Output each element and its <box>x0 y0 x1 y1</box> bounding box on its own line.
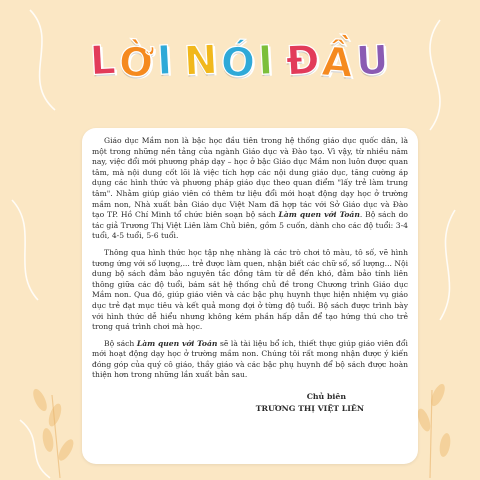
signature-role: Chủ biên <box>306 392 346 402</box>
title-letter: Ầ <box>320 38 356 88</box>
title-letter: Ờ <box>116 38 157 88</box>
title-letter: I <box>256 37 276 85</box>
paragraph-3: Bộ sách Làm quen với Toán sẽ là tài liệu bổ ích, thiết thực giúp giáo viên đổi mới hoạt động dạy học ở trường mầm non. Chúng tôi rất mong nhận được ý kiến đóng góp của quý cô giáo, thầy giáo và các bậc phụ huynh để bộ sách được hoàn thiện hơn trong những lần xuất bản sau. <box>92 338 408 380</box>
paragraph-1: Giáo dục Mầm non là bậc học đầu tiên trong hệ thống giáo dục quốc dân, là một trong những nền tảng của ngành Giáo dục và Đào tạo. Vì vậy, từ nhiều năm nay, việc đổi mới phương pháp dạy – học ở bậc Giáo dục Mầm non luôn được quan tâm, mà nội dung cốt lõi là việc tích hợp các nội dung giáo dục, tăng cường áp dụng các hình thức và phương pháp giáo dục theo quan điểm "lấy trẻ làm trung tâm". Nhằm giúp giáo viên có thêm tư liệu đổi mới hoạt động dạy học ở trường mầm non, Nhà xuất bản Giáo dục Việt Nam đã hợp tác với Sở Giáo dục và Đào tạo TP. Hồ Chí Minh tổ chức biên soạn bộ sách Làm quen với Toán. Bộ sách do tác giả Trương Thị Việt Liên làm Chủ biên, gồm 5 cuốn, dành cho các độ tuổi: 3-4 tuổi, 4-5 tuổi, 5-6 tuổi. <box>92 136 408 241</box>
title-letter: N <box>183 37 221 85</box>
title-letter: U <box>355 37 392 85</box>
title-letter <box>274 40 285 86</box>
title-letter: L <box>88 37 118 85</box>
title-letter: Ó <box>219 38 258 88</box>
title-letter: I <box>155 37 174 85</box>
signature-name: TRƯƠNG THỊ VIỆT LIÊN <box>255 404 364 414</box>
title-letter: Đ <box>284 37 322 85</box>
paragraph-2: Thông qua hình thức học tập nhẹ nhàng là các trò chơi tô màu, tô số, vẽ hình tương ứng với số lượng,... trẻ được làm quen, nhận biết các chữ số, số lượng... Nội dung bộ sách đảm bảo nguyên tắc đồng tâm từ dễ đến khó, đảm bảo tính liên thông giữa các độ tuổi, bám sát hệ thống chủ đề trong Chương trình Giáo dục Mầm non. Qua đó, giúp giáo viên và các bậc phụ huynh thực hiện nhiệm vụ giáo dục trẻ đạt mục tiêu và kết quả mong đợi ở từng độ tuổi. Bộ sách được trình bày với hình thức dễ hiểu nhưng không kém phần hấp dẫn để tạo hứng thú cho trẻ trong quá trình chơi mà học. <box>92 247 408 332</box>
page-title <box>0 37 480 88</box>
preface-text <box>92 136 408 415</box>
signature-block <box>92 391 408 415</box>
